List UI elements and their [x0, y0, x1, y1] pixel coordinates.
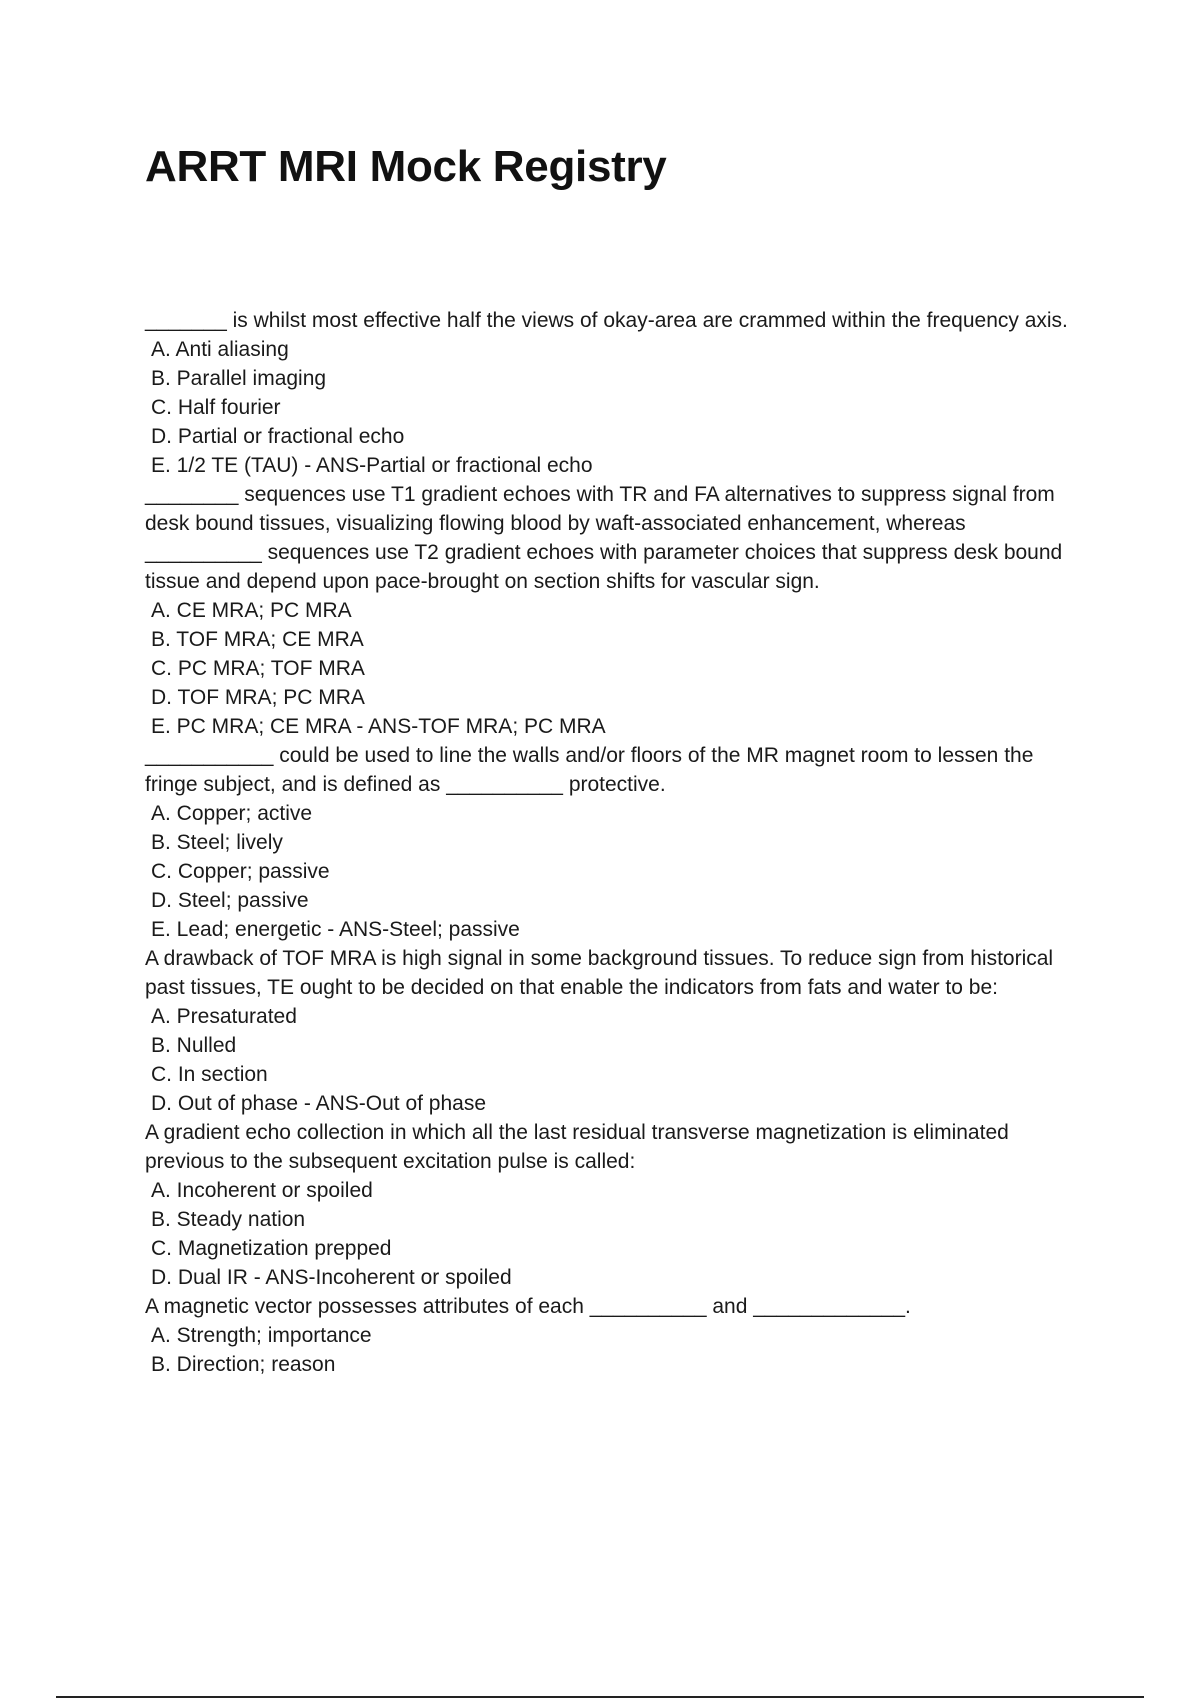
answer-option: D. Dual IR - ANS-Incoherent or spoiled	[151, 1266, 512, 1289]
question-text: ________ sequences use T1 gradient echoes with TR and FA alternatives to suppress signal from desk bound tissues, visualizing flowing blood by waft-associated enhancement, whereas __________ sequences use T2 gradient echoes with parameter choices that suppress desk bound tissue and depend upon pace-brought on section shifts for vascular sign.	[145, 483, 1063, 593]
answer-option: B. TOF MRA; CE MRA	[151, 628, 364, 651]
answer-options	[145, 799, 1085, 944]
answer-option: A. Strength; importance	[151, 1324, 372, 1347]
answer-option: D. Out of phase - ANS-Out of phase	[151, 1092, 487, 1115]
answer-option: A. CE MRA; PC MRA	[151, 599, 352, 622]
question-2	[145, 480, 1085, 741]
footer-divider	[56, 1696, 1144, 1698]
document-title: ARRT MRI Mock Registry	[145, 142, 667, 191]
answer-option: D. TOF MRA; PC MRA	[151, 686, 365, 709]
answer-option: A. Anti aliasing	[151, 338, 289, 361]
answer-option: A. Copper; active	[151, 802, 313, 825]
answer-option: A. Presaturated	[151, 1005, 297, 1028]
answer-option: C. Copper; passive	[151, 860, 330, 883]
answer-option: B. Nulled	[151, 1034, 237, 1057]
answer-option: E. Lead; energetic - ANS-Steel; passive	[151, 918, 520, 941]
answer-option: B. Parallel imaging	[151, 367, 327, 390]
question-3	[145, 741, 1085, 944]
answer-option: A. Incoherent or spoiled	[151, 1179, 373, 1202]
answer-option: C. Magnetization prepped	[151, 1237, 392, 1260]
question-4	[145, 944, 1085, 1118]
answer-option: B. Steady nation	[151, 1208, 306, 1231]
question-1	[145, 306, 1085, 480]
answer-options	[145, 1176, 1085, 1292]
answer-options	[145, 596, 1085, 741]
answer-option: C. Half fourier	[151, 396, 281, 419]
answer-option: C. In section	[151, 1063, 268, 1086]
question-list	[145, 306, 1085, 1379]
answer-options	[145, 1002, 1085, 1118]
question-text: A drawback of TOF MRA is high signal in some background tissues. To reduce sign from historical past tissues, TE ought to be decided on that enable the indicators from fats and water to be:	[145, 947, 1054, 999]
question-text: ___________ could be used to line the walls and/or floors of the MR magnet room to lessen the fringe subject, and is defined as __________ protective.	[145, 744, 1034, 796]
answer-option: B. Direction; reason	[151, 1353, 336, 1376]
question-5	[145, 1118, 1085, 1292]
answer-options	[145, 1321, 1085, 1379]
answer-option: D. Partial or fractional echo	[151, 425, 405, 448]
answer-option: B. Steel; lively	[151, 831, 283, 854]
question-text: A gradient echo collection in which all the last residual transverse magnetization is eliminated previous to the subsequent excitation pulse is called:	[145, 1121, 1009, 1173]
answer-options	[145, 335, 1085, 480]
answer-option: E. PC MRA; CE MRA - ANS-TOF MRA; PC MRA	[151, 715, 606, 738]
question-6	[145, 1292, 1085, 1379]
answer-option: C. PC MRA; TOF MRA	[151, 657, 365, 680]
question-text: _______ is whilst most effective half the views of okay-area are crammed within the frequency axis.	[145, 309, 1068, 332]
answer-option: D. Steel; passive	[151, 889, 309, 912]
answer-option: E. 1/2 TE (TAU) - ANS-Partial or fractional echo	[151, 454, 593, 477]
question-text: A magnetic vector possesses attributes of each __________ and _____________.	[145, 1295, 911, 1318]
